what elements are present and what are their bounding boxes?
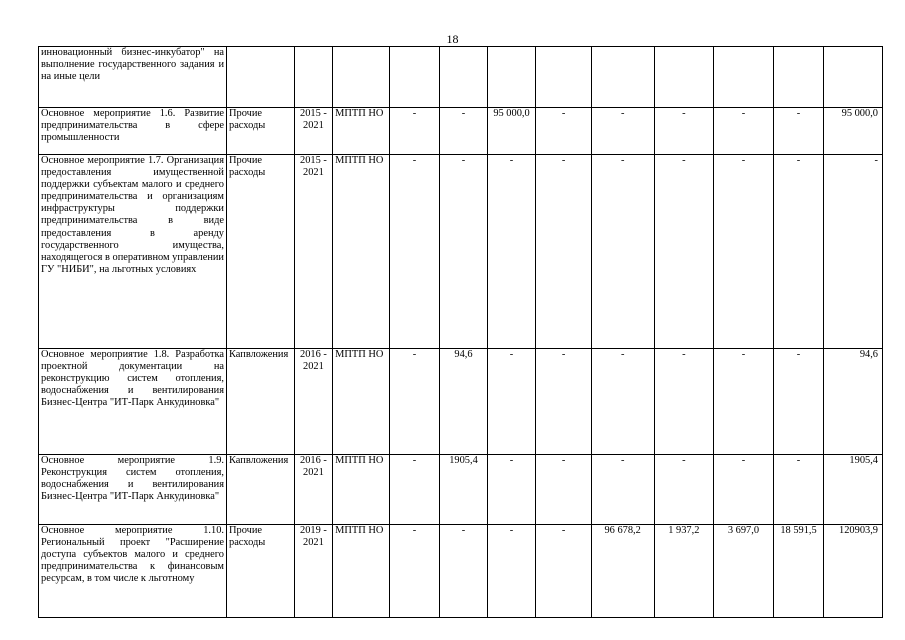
page-number: 18 <box>446 32 459 46</box>
amount-cell <box>591 47 654 108</box>
amount-cell: - <box>714 155 774 349</box>
amount-cell <box>773 47 824 108</box>
amount-cell: - <box>389 455 440 525</box>
executor-cell: МПТП НО <box>333 525 390 618</box>
measure-name-cell: Основное мероприятие 1.9. Реконструкция систем отопления, водоснабжения и вентилирования Бизнес-Центра "ИТ-Парк Анкудиновка" <box>39 455 227 525</box>
amount-cell: 18 591,5 <box>773 525 824 618</box>
amount-cell <box>487 47 536 108</box>
years-cell: 2015 - 2021 <box>294 155 332 349</box>
table-row <box>39 455 883 525</box>
total-cell: - <box>824 155 883 349</box>
amount-cell: - <box>714 349 774 455</box>
total-cell <box>824 47 883 108</box>
amount-cell: 96 678,2 <box>591 525 654 618</box>
amount-cell: - <box>773 455 824 525</box>
amount-cell: - <box>440 108 488 155</box>
amount-cell: - <box>440 155 488 349</box>
total-cell: 94,6 <box>824 349 883 455</box>
amount-cell: 1905,4 <box>440 455 488 525</box>
amount-cell: - <box>536 525 592 618</box>
amount-cell: - <box>654 455 714 525</box>
amount-cell: - <box>773 108 824 155</box>
amount-cell: - <box>389 349 440 455</box>
executor-cell <box>333 47 390 108</box>
amount-cell <box>536 47 592 108</box>
cost-type-cell: Прочие расходы <box>227 108 295 155</box>
executor-cell: МПТП НО <box>333 108 390 155</box>
measure-name-cell: Основное мероприятие 1.7. Организация предоставления имущественной поддержки субъектам малого и среднего предпринимательства и организациям инфраструктуры поддержки предпринимательства в виде предоставления в аренду государственного имущества, находящегося в оперативном управлении ГУ "НИБИ", на льготных условиях <box>39 155 227 349</box>
cost-type-cell: Капвложения <box>227 349 295 455</box>
amount-cell: - <box>591 455 654 525</box>
amount-cell <box>654 47 714 108</box>
cost-type-cell <box>227 47 295 108</box>
amount-cell: - <box>714 455 774 525</box>
total-cell: 1905,4 <box>824 455 883 525</box>
amount-cell: - <box>487 155 536 349</box>
amount-cell: - <box>487 525 536 618</box>
cost-type-cell: Прочие расходы <box>227 525 295 618</box>
amount-cell: 1 937,2 <box>654 525 714 618</box>
amount-cell <box>714 47 774 108</box>
amount-cell: - <box>591 108 654 155</box>
years-cell <box>294 47 332 108</box>
amount-cell: - <box>773 349 824 455</box>
amount-cell: - <box>773 155 824 349</box>
measure-name-cell: Основное мероприятие 1.8. Разработка проектной документации на реконструкцию систем отопления, водоснабжения и вентилирования Бизнес-Центра "ИТ-Парк Анкудиновка" <box>39 349 227 455</box>
amount-cell <box>389 47 440 108</box>
amount-cell: - <box>654 155 714 349</box>
amount-cell: - <box>389 108 440 155</box>
total-cell: 95 000,0 <box>824 108 883 155</box>
amount-cell: - <box>654 349 714 455</box>
table-body <box>39 47 883 618</box>
years-cell: 2015 - 2021 <box>294 108 332 155</box>
amount-cell: 94,6 <box>440 349 488 455</box>
amount-cell: - <box>714 108 774 155</box>
amount-cell: - <box>487 349 536 455</box>
amount-cell: 95 000,0 <box>487 108 536 155</box>
amount-cell: - <box>487 455 536 525</box>
cost-type-cell: Капвложения <box>227 455 295 525</box>
budget-table <box>38 46 883 618</box>
table-row <box>39 47 883 108</box>
amount-cell: - <box>654 108 714 155</box>
amount-cell: - <box>536 349 592 455</box>
table-row <box>39 155 883 349</box>
amount-cell <box>440 47 488 108</box>
amount-cell: - <box>591 349 654 455</box>
years-cell: 2019 - 2021 <box>294 525 332 618</box>
total-cell: 120903,9 <box>824 525 883 618</box>
cost-type-cell: Прочие расходы <box>227 155 295 349</box>
amount-cell: - <box>440 525 488 618</box>
amount-cell: - <box>536 108 592 155</box>
years-cell: 2016 - 2021 <box>294 455 332 525</box>
measure-name-cell: Основное мероприятие 1.10. Региональный проект "Расширение доступа субъектов малого и среднего предпринимательства к финансовым ресурсам, в том числе к льготному <box>39 525 227 618</box>
table-row <box>39 525 883 618</box>
measure-name-cell: инновационный бизнес-инкубатор" на выполнение государственного задания и на иные цели <box>39 47 227 108</box>
table-row <box>39 349 883 455</box>
amount-cell: - <box>389 525 440 618</box>
table-row <box>39 108 883 155</box>
amount-cell: - <box>591 155 654 349</box>
amount-cell: 3 697,0 <box>714 525 774 618</box>
measure-name-cell: Основное мероприятие 1.6. Развитие предпринимательства в сфере промышленности <box>39 108 227 155</box>
amount-cell: - <box>389 155 440 349</box>
executor-cell: МПТП НО <box>333 455 390 525</box>
years-cell: 2016 - 2021 <box>294 349 332 455</box>
amount-cell: - <box>536 155 592 349</box>
executor-cell: МПТП НО <box>333 349 390 455</box>
executor-cell: МПТП НО <box>333 155 390 349</box>
amount-cell: - <box>536 455 592 525</box>
